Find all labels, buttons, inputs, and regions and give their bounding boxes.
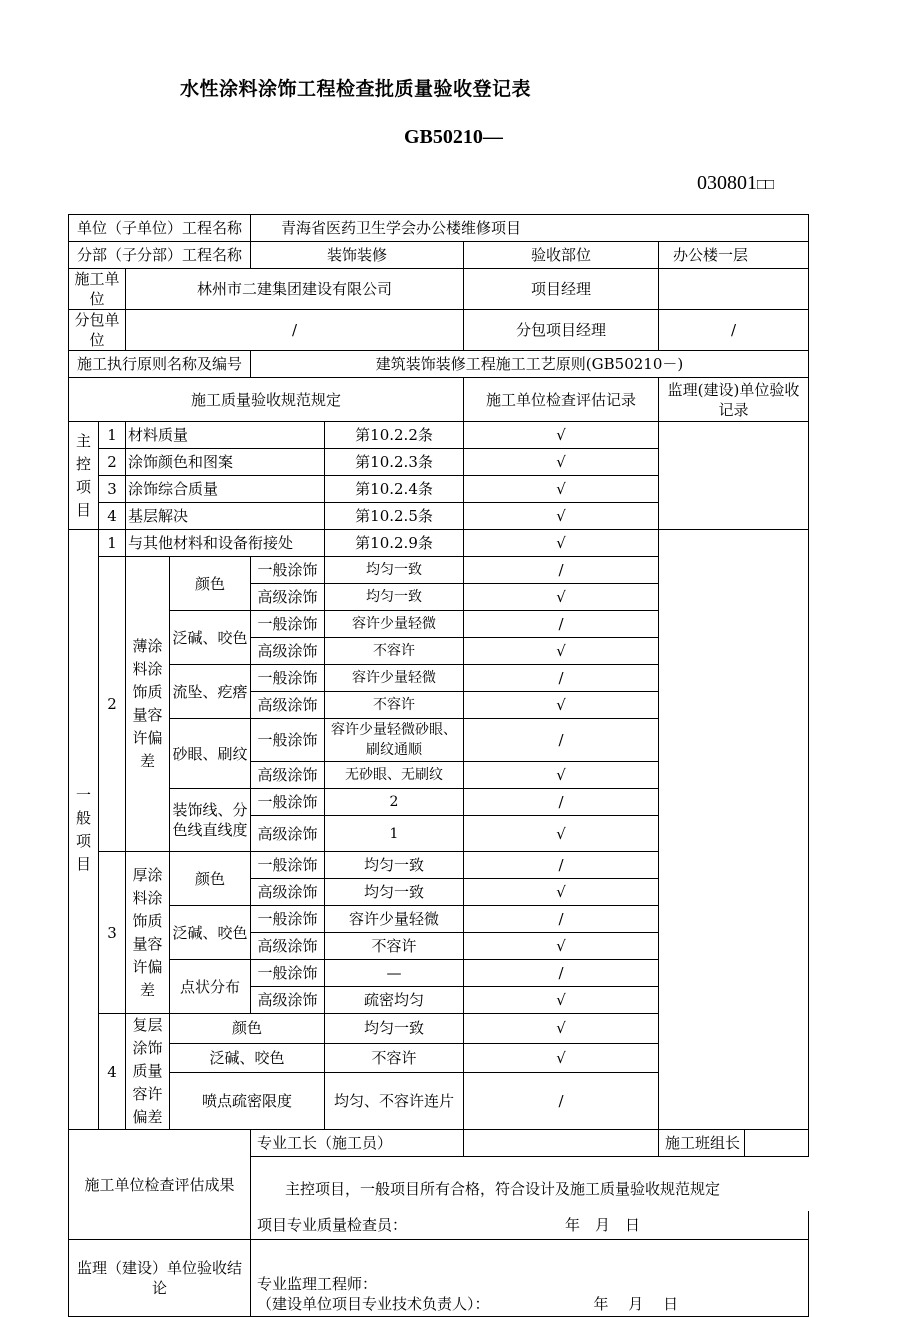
project-manager-label: 项目经理 xyxy=(464,269,659,310)
inspector-row xyxy=(251,1211,809,1240)
coating-result: √ xyxy=(464,692,659,719)
sub-pm-value: / xyxy=(659,310,809,351)
coating-grade: 一般涂饰 xyxy=(251,789,325,816)
main-item-no: 4 xyxy=(99,503,126,530)
coating-result: / xyxy=(464,611,659,638)
coating-result: / xyxy=(464,789,659,816)
col-supervise-header: 监理(建设)单位验收记录 xyxy=(659,378,809,422)
main-item-result: √ xyxy=(464,476,659,503)
general-item-result: √ xyxy=(464,530,659,557)
col-spec-header: 施工质量验收规范规定 xyxy=(69,378,464,422)
coating-grade: 一般涂饰 xyxy=(251,906,325,933)
coating-grade: 高级涂饰 xyxy=(251,816,325,852)
coating-requirement: 容许少量轻微 xyxy=(325,665,464,692)
coating-requirement: 均匀一致 xyxy=(325,1014,464,1044)
standard-label: 施工执行原则名称及编号 xyxy=(69,351,251,378)
coating-result: √ xyxy=(464,762,659,789)
main-item-result: √ xyxy=(464,422,659,449)
inspector-date: 年 月 日 xyxy=(565,1215,641,1234)
sub-project-value: 装饰装修 xyxy=(251,242,464,269)
coating-requirement: 容许少量轻微 xyxy=(325,906,464,933)
coating-result: √ xyxy=(464,987,659,1014)
main-item-clause: 第10.2.4条 xyxy=(325,476,464,503)
multilayer-coating-no: 4 xyxy=(99,1014,126,1130)
coating-result: / xyxy=(464,719,659,762)
coating-result: √ xyxy=(464,933,659,960)
thin-coating-check-item: 装饰线、分色线直线度 xyxy=(170,789,251,852)
coating-grade: 高级涂饰 xyxy=(251,692,325,719)
multilayer-check-item: 泛碱、咬色 xyxy=(170,1043,325,1073)
coating-requirement: 均匀一致 xyxy=(325,879,464,906)
coating-result: / xyxy=(464,852,659,879)
coating-grade: 一般涂饰 xyxy=(251,719,325,762)
coating-requirement: 均匀一致 xyxy=(325,584,464,611)
main-item-name: 涂饰颜色和图案 xyxy=(126,449,325,476)
team-leader-label: 施工班组长 xyxy=(665,1130,745,1156)
coating-grade: 高级涂饰 xyxy=(251,762,325,789)
coating-requirement: 均匀、不容许连片 xyxy=(325,1073,464,1130)
multilayer-check-item: 喷点疏密限度 xyxy=(170,1073,325,1130)
coating-requirement: 不容许 xyxy=(325,638,464,665)
coating-result: √ xyxy=(464,1014,659,1044)
main-item-name: 基层解决 xyxy=(126,503,325,530)
coating-requirement: 无砂眼、无刷纹 xyxy=(325,762,464,789)
coating-grade: 一般涂饰 xyxy=(251,611,325,638)
unit-name-value: 青海省医药卫生学会办公楼维修项目 xyxy=(251,215,809,242)
evaluation-label: 施工单位检查评估成果 xyxy=(69,1130,251,1240)
coating-requirement: 疏密均匀 xyxy=(325,987,464,1014)
multilayer-coating-label: 复层涂饰质量容许偏差 xyxy=(126,1014,170,1130)
coating-result: √ xyxy=(464,1043,659,1073)
inspector-label: 项目专业质量检查员： xyxy=(257,1215,408,1234)
coating-grade: 一般涂饰 xyxy=(251,852,325,879)
coating-result: / xyxy=(464,960,659,987)
coating-grade: 高级涂饰 xyxy=(251,638,325,665)
form-code-suffix: □□ xyxy=(757,177,774,193)
subcontractor-label: 分包单位 xyxy=(69,310,126,351)
main-item-result: √ xyxy=(464,503,659,530)
coating-requirement: — xyxy=(325,960,464,987)
main-item-clause: 第10.2.5条 xyxy=(325,503,464,530)
standard-code: GB50210— xyxy=(404,126,503,148)
thick-coating-no: 3 xyxy=(99,852,126,1014)
supervision-date: 年 月 日 xyxy=(593,1295,679,1313)
general-item-clause: 第10.2.9条 xyxy=(325,530,464,557)
thin-coating-check-item: 泛碱、咬色 xyxy=(170,611,251,665)
coating-result: √ xyxy=(464,879,659,906)
coating-requirement: 均匀一致 xyxy=(325,557,464,584)
supervision-label: 监理（建设）单位验收结论 xyxy=(69,1240,251,1317)
main-item-no: 2 xyxy=(99,449,126,476)
main-items-group-label: 主控项目 xyxy=(69,422,99,530)
main-item-name: 材料质量 xyxy=(126,422,325,449)
sub-pm-label: 分包项目经理 xyxy=(464,310,659,351)
supervision-signoff xyxy=(251,1240,809,1317)
foreman-label: 专业工长（施工员） xyxy=(251,1130,464,1157)
coating-requirement: 容许少量轻微砂眼、刷纹通顺 xyxy=(325,719,464,762)
coating-result: √ xyxy=(464,816,659,852)
acceptance-part-label: 验收部位 xyxy=(464,242,659,269)
coating-grade: 一般涂饰 xyxy=(251,665,325,692)
contractor-label: 施工单位 xyxy=(69,269,126,310)
team-leader-cell xyxy=(659,1130,809,1157)
coating-result: / xyxy=(464,1073,659,1130)
col-check-header: 施工单位检查评估记录 xyxy=(464,378,659,422)
coating-result: √ xyxy=(464,638,659,665)
coating-grade: 一般涂饰 xyxy=(251,960,325,987)
thick-coating-label: 厚涂料涂饰质量容许偏差 xyxy=(126,852,170,1014)
coating-requirement: 2 xyxy=(325,789,464,816)
main-items-supervise-cell xyxy=(659,422,809,530)
standard-value: 建筑装饰装修工程施工工艺原则(GB50210－) xyxy=(251,351,809,378)
coating-requirement: 不容许 xyxy=(325,1043,464,1073)
coating-result: / xyxy=(464,906,659,933)
general-item-no: 1 xyxy=(99,530,126,557)
coating-requirement: 均匀一致 xyxy=(325,852,464,879)
acceptance-part-value: 办公楼一层 xyxy=(659,242,809,269)
coating-result: / xyxy=(464,665,659,692)
coating-grade: 高级涂饰 xyxy=(251,933,325,960)
owner-representative-label: （建设单位项目专业技术负责人）： xyxy=(257,1295,490,1313)
coating-requirement: 不容许 xyxy=(325,933,464,960)
inspection-form xyxy=(68,214,809,1317)
general-items-group-label: 一般项目 xyxy=(69,530,99,1130)
owner-representative-row xyxy=(257,1294,806,1314)
coating-result: / xyxy=(464,557,659,584)
coating-requirement: 容许少量轻微 xyxy=(325,611,464,638)
contractor-value: 林州市二建集团建设有限公司 xyxy=(126,269,464,310)
thick-coating-check-item: 泛碱、咬色 xyxy=(170,906,251,960)
coating-requirement: 1 xyxy=(325,816,464,852)
coating-grade: 高级涂饰 xyxy=(251,879,325,906)
project-manager-value xyxy=(659,269,809,310)
main-item-name: 涂饰综合质量 xyxy=(126,476,325,503)
thin-coating-check-item: 颜色 xyxy=(170,557,251,611)
main-item-no: 1 xyxy=(99,422,126,449)
form-code-main: 030801 xyxy=(697,172,757,194)
evaluation-text: 主控项目，一般项目所有合格，符合设计及施工质量验收规范规定 xyxy=(251,1157,809,1211)
thin-coating-no: 2 xyxy=(99,557,126,852)
foreman-value xyxy=(464,1130,659,1157)
general-item-name: 与其他材料和设备衔接处 xyxy=(126,530,325,557)
form-code xyxy=(697,172,773,195)
form-title: 水性涂料涂饰工程检查批质量验收登记表 xyxy=(180,78,532,100)
coating-grade: 一般涂饰 xyxy=(251,557,325,584)
coating-requirement: 不容许 xyxy=(325,692,464,719)
subcontractor-value: / xyxy=(126,310,464,351)
multilayer-check-item: 颜色 xyxy=(170,1014,325,1044)
coating-result: √ xyxy=(464,584,659,611)
thin-coating-check-item: 砂眼、刷纹 xyxy=(170,719,251,789)
unit-name-label: 单位（子单位）工程名称 xyxy=(69,215,251,242)
main-item-clause: 第10.2.3条 xyxy=(325,449,464,476)
supervising-engineer-label: 专业监理工程师： xyxy=(257,1275,378,1293)
coating-grade: 高级涂饰 xyxy=(251,987,325,1014)
thin-coating-check-item: 流坠、疙瘩 xyxy=(170,665,251,719)
main-item-no: 3 xyxy=(99,476,126,503)
coating-grade: 高级涂饰 xyxy=(251,584,325,611)
main-item-clause: 第10.2.2条 xyxy=(325,422,464,449)
thick-coating-check-item: 颜色 xyxy=(170,852,251,906)
thick-coating-check-item: 点状分布 xyxy=(170,960,251,1014)
main-item-result: √ xyxy=(464,449,659,476)
sub-project-label: 分部（子分部）工程名称 xyxy=(69,242,251,269)
general-items-supervise-cell xyxy=(659,530,809,1130)
thin-coating-label: 薄涂料涂饰质量容许偏差 xyxy=(126,557,170,852)
